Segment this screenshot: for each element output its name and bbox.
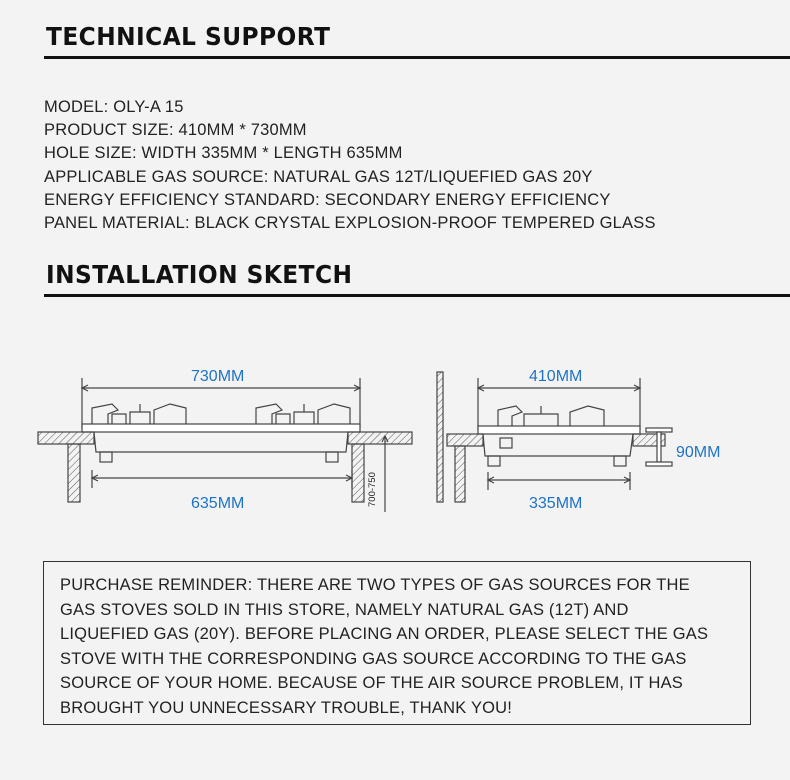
spec-panel-material: PANEL MATERIAL: BLACK CRYSTAL EXPLOSION-PROOF TEMPERED GLASS [44,214,656,233]
spec-product-size: PRODUCT SIZE: 410MM * 730MM [44,121,307,140]
side-view-diagram [437,372,672,502]
reminder-line: BROUGHT YOU UNNECESSARY TROUBLE, THANK YOU! [60,698,513,717]
installation-sketch-heading: INSTALLATION SKETCH [46,260,353,289]
purchase-reminder-box [43,561,751,725]
purchase-reminder-text [60,573,750,721]
spec-hole-size: HOLE SIZE: WIDTH 335MM * LENGTH 635MM [44,144,403,163]
reminder-line: PURCHASE REMINDER: THERE ARE TWO TYPES OF GAS SOURCES FOR THE [60,576,690,594]
cabinet-height-label: 700-750 [367,472,378,507]
front-hole-label: 635MM [191,495,245,512]
side-height-label: 90MM [676,444,721,461]
side-depth-label: 410MM [529,368,583,385]
spec-gas-source: APPLICABLE GAS SOURCE: NATURAL GAS 12T/LIQUEFIED GAS 20Y [44,167,593,186]
front-view-diagram [38,378,412,512]
spec-model: MODEL: OLY-A 15 [44,98,184,116]
side-hole-label: 335MM [529,495,583,512]
reminder-line: SOURCE OF YOUR HOME. BECAUSE OF THE AIR SOURCE PROBLEM, IT HAS [60,674,684,693]
technical-support-heading: TECHNICAL SUPPORT [46,22,331,51]
reminder-line: LIQUEFIED GAS (20Y). BEFORE PLACING AN ORDER, PLEASE SELECT THE GAS [60,625,709,644]
reminder-line: STOVE WITH THE CORRESPONDING GAS SOURCE ACCORDING TO THE GAS [60,649,687,668]
spec-energy-efficiency: ENERGY EFFICIENCY STANDARD: SECONDARY ENERGY EFFICIENCY [44,190,611,209]
front-width-label: 730MM [191,368,245,385]
reminder-line: GAS STOVES SOLD IN THIS STORE, NAMELY NATURAL GAS (12T) AND [60,600,629,619]
